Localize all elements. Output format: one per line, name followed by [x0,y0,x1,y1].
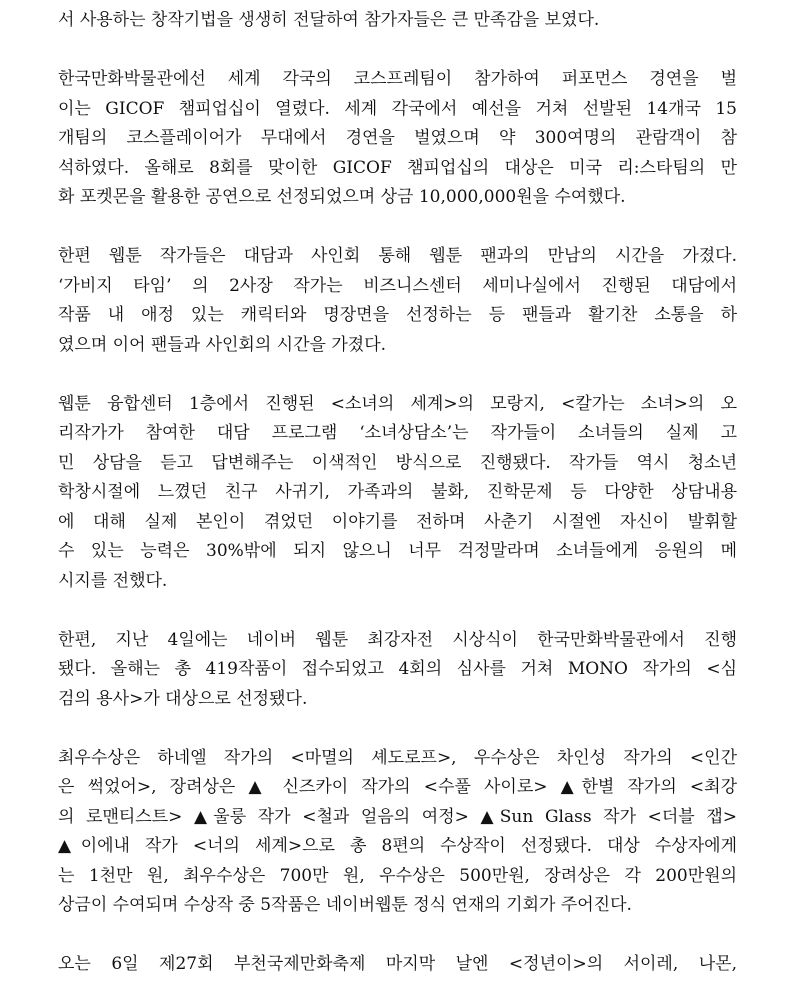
text-line: ‘가비지 타임’ 의 2사장 작가는 비즈니스센터 세미나실에서 진행된 대담에서 [58,275,737,296]
text-line: 시지를 전했다. [58,570,168,591]
paragraph-workshop-end [58,6,737,36]
text-line: 됐다. 올해는 총 419작품이 접수되었고 4회의 심사를 거쳐 MONO 작가의 <심 [58,659,737,679]
paragraph-girls-counseling [58,390,737,597]
text-line: 에 대해 실제 본인이 겪었던 이야기를 전하며 사춘기 시절엔 자신이 발휘할 [58,511,737,532]
text-line: 민 상담을 듣고 답변해주는 이색적인 방식으로 진행됐다. 작가들 역시 청소년 [58,452,737,473]
text-line: 였으며 이어 팬들과 사인회의 시간을 가졌다. [58,334,387,355]
text-line: 상금이 수여되며 수상작 중 5작품은 네이버웹툰 정식 연재의 기회가 주어진다. [58,895,632,915]
text-line: 석하였다. 올해로 8회를 맞이한 GICOF 챔피업십의 대상은 미국 리:스타팀의 만 [58,157,737,178]
text-line: 학창시절에 느꼈던 친구 사귀기, 가족과의 불화, 진학문제 등 다양한 상담내용 [58,482,737,502]
paragraph-gicof-championship [58,65,737,213]
text-line: 리작가가 참여한 대담 프로그램 ‘소녀상담소’는 작가들이 소녀들의 실제 고 [58,423,737,443]
text-line: 서 사용하는 창작기법을 생생히 전달하여 참가자들은 큰 만족감을 보였다. [58,10,600,30]
paragraph-festival-last-day [58,950,737,980]
text-line: 수 있는 능력은 30%밖에 되지 않으니 너무 걱정말라며 소녀들에게 응원의 메 [58,541,737,561]
text-line: 는 1천만 원, 최우수상은 700만 원, 우수상은 500만원, 장려상은 각 200만원의 [58,865,737,886]
text-line: 한편, 지난 4일에는 네이버 웹툰 최강자전 시상식이 한국만화박물관에서 진행 [58,629,737,650]
paragraph-award-winners [58,744,737,921]
paragraph-webtoon-talk [58,242,737,360]
text-line: 오는 6일 제27회 부천국제만화축제 마지막 날엔 <정년이>의 서이레, 나몬, [58,954,737,974]
text-line: 검의 용사>가 대상으로 선정됐다. [58,688,308,709]
text-line: 작품 내 애정 있는 캐릭터와 명장면을 선정하는 등 팬들과 활기찬 소통을 하 [58,305,737,325]
text-line: ▲이에내 작가 <너의 세계>으로 총 8편의 수상작이 선정됐다. 대상 수상자에게 [58,836,737,856]
text-line: 이는 GICOF 챔피업십이 열렸다. 세계 각국에서 예선을 거쳐 선발된 14개국 15 [58,98,737,119]
text-line: 개팀의 코스플레이어가 무대에서 경연을 벌였으며 약 300여명의 관람객이 참 [58,128,737,148]
text-line: 웹툰 융합센터 1층에서 진행된 <소녀의 세계>의 모랑지, <칼가는 소녀>의 오 [58,393,737,414]
text-line: 한편 웹툰 작가들은 대담과 사인회 통해 웹툰 팬과의 만남의 시간을 가졌다. [58,246,737,266]
text-line: 의 로맨티스트> ▲울룽 작가 <철과 얼음의 여정> ▲Sun Glass 작가 <더블 잽> [58,806,737,827]
text-line: 최우수상은 하네엘 작가의 <마멸의 셰도로프>, 우수상은 차인성 작가의 <인간 [58,747,737,768]
text-line: 은 썩었어>, 장려상은 ▲ 신즈카이 작가의 <수풀 사이로> ▲한별 작가의 <최강 [58,777,737,797]
paragraph-naver-award-ceremony [58,626,737,715]
text-line: 한국만화박물관에선 세계 각국의 코스프레팀이 참가하여 퍼포먼스 경연을 벌 [58,69,737,89]
text-line: 화 포켓몬을 활용한 공연으로 선정되었으며 상금 10,000,000원을 수여했다. [58,187,626,207]
